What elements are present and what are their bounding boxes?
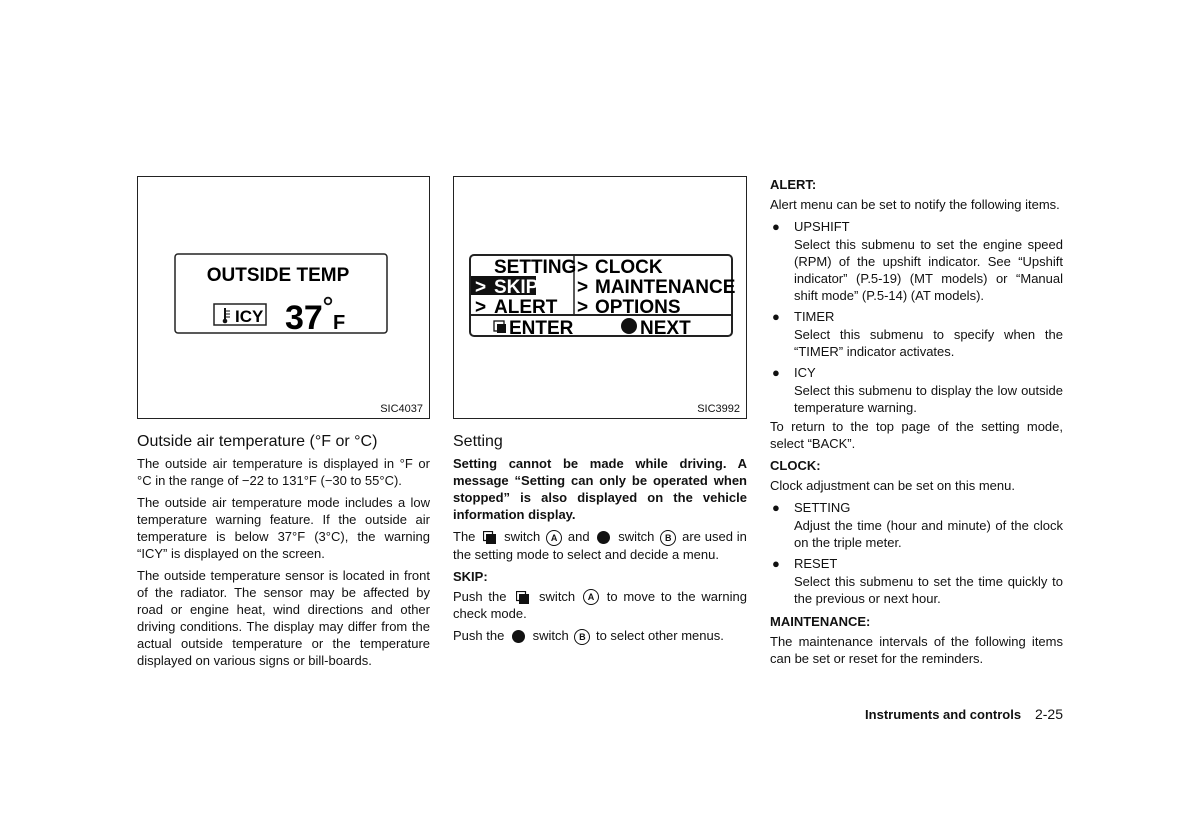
paragraph: The outside air temperature mode includes a low temperature warning feature. If the outside air temperature is below 37°F (3°C), the warning “ICY” is displayed on the screen.	[137, 495, 430, 561]
text: switch	[618, 529, 655, 544]
menu-skip: SKIP	[494, 277, 539, 298]
footer-section: Instruments and controls	[865, 707, 1022, 722]
alert-outro: To return to the top page of the setting mode, select “BACK”.	[770, 419, 1063, 451]
section-heading-setting: Setting	[453, 433, 503, 450]
paragraph-skip-2	[453, 627, 747, 645]
bullet-description: Select this submenu to set the time quickly to the previous or next hour.	[794, 574, 1063, 606]
column-outside-temp	[137, 432, 430, 674]
alert-heading: ALERT:	[770, 177, 817, 192]
bullet-label: TIMER	[794, 309, 835, 324]
menu-options: OPTIONS	[595, 297, 681, 318]
menu-skip-arrow: >	[475, 277, 487, 298]
bullet-label: ICY	[794, 365, 816, 380]
bullet-label: SETTING	[794, 500, 851, 515]
bullet-description: Select this submenu to specify when the “TIMER” indicator activates.	[794, 327, 1063, 359]
switch-a-label: A	[546, 530, 562, 546]
text: switch	[504, 529, 541, 544]
section-heading-outside-temp: Outside air temperature (°F or °C)	[137, 433, 378, 450]
switch-b-label: B	[574, 629, 590, 645]
text: Push the	[453, 588, 507, 604]
menu-alert-arrow: >	[475, 297, 487, 318]
text: to select other menus.	[595, 628, 724, 644]
text: The	[453, 529, 476, 544]
alert-intro: Alert menu can be set to notify the following items.	[770, 197, 1060, 212]
column-alert-clock-maintenance	[770, 176, 1063, 672]
bullet-description: Select this submenu to set the engine speed (RPM) of the upshift indicator. See “Upshift indicator” (P.5-19) (MT models) or “Manual shift mode” (P.5-14) (AT models).	[794, 237, 1063, 303]
list-item	[770, 218, 1063, 235]
figure-setting-menu	[453, 176, 747, 419]
warning-text: Setting cannot be made while driving. A message “Setting can only be operated when stopped” is also displayed on the vehicle information display.	[453, 456, 747, 522]
list-item	[770, 308, 1063, 325]
figure-code: SIC3992	[697, 403, 740, 415]
bullet-icon: ●	[772, 365, 780, 380]
list-item	[770, 555, 1063, 572]
maintenance-heading: MAINTENANCE:	[770, 614, 871, 629]
bullet-label: RESET	[794, 556, 838, 571]
menu-setting: SETTING	[494, 257, 577, 278]
next-switch-icon	[597, 531, 610, 544]
paragraph: The outside temperature sensor is located in front of the radiator. The sensor may be affected by road or engine heat, wind directions and other driving conditions. The display may differ from the actual outside temperature or the temperature displayed on various signs or bill-boards.	[137, 568, 430, 668]
list-item	[770, 499, 1063, 516]
menu-maintenance-arrow: >	[577, 277, 589, 298]
menu-clock-arrow: >	[577, 257, 589, 278]
display-title: OUTSIDE TEMP	[206, 265, 350, 286]
menu-alert: ALERT	[494, 297, 558, 318]
text: and	[567, 529, 590, 544]
paragraph-switches	[453, 528, 747, 563]
temp-unit: F	[333, 312, 346, 334]
temp-value: 37	[285, 299, 323, 337]
outside-temp-display	[138, 177, 431, 420]
bullet-icon: ●	[772, 309, 780, 324]
text: switch	[532, 628, 569, 644]
paragraph-skip-1	[453, 588, 747, 623]
next-switch-icon	[621, 318, 637, 334]
skip-heading: SKIP:	[453, 568, 488, 584]
bullet-icon: ●	[772, 556, 780, 571]
text: to move to the warning check mode.	[453, 588, 747, 622]
figure-outside-temp	[137, 176, 430, 419]
bullet-icon: ●	[772, 219, 780, 234]
text: are used in the setting mode to select and decide a menu.	[453, 529, 747, 562]
menu-next: NEXT	[640, 318, 691, 339]
page-footer	[865, 706, 1063, 722]
enter-switch-icon	[494, 321, 506, 333]
text: switch	[539, 588, 576, 604]
setting-menu-display	[454, 177, 748, 420]
text: Push the	[453, 628, 505, 644]
icy-label: ICY	[235, 307, 264, 326]
switch-b-label: B	[660, 530, 676, 546]
clock-intro: Clock adjustment can be set on this menu.	[770, 478, 1015, 493]
menu-clock: CLOCK	[595, 257, 663, 278]
bullet-description: Adjust the time (hour and minute) of the clock on the triple meter.	[794, 518, 1063, 550]
bullet-label: UPSHIFT	[794, 219, 850, 234]
clock-heading: CLOCK:	[770, 458, 821, 473]
figure-code: SIC4037	[380, 403, 423, 415]
menu-enter: ENTER	[509, 318, 574, 339]
column-setting	[453, 432, 747, 650]
switch-a-label: A	[583, 589, 599, 605]
page-number: 2-25	[1034, 706, 1063, 722]
bullet-description: Select this submenu to display the low outside temperature warning.	[794, 383, 1063, 415]
maintenance-text: The maintenance intervals of the following items can be set or reset for the reminders.	[770, 634, 1063, 666]
list-item	[770, 364, 1063, 381]
enter-switch-icon	[483, 531, 496, 544]
paragraph: The outside air temperature is displayed in °F or °C in the range of −22 to 131°F (−30 to 55°C).	[137, 456, 430, 488]
next-switch-icon	[512, 630, 525, 643]
menu-options-arrow: >	[577, 297, 589, 318]
bullet-icon: ●	[772, 500, 780, 515]
enter-switch-icon	[516, 591, 529, 604]
menu-maintenance: MAINTENANCE	[595, 277, 736, 298]
